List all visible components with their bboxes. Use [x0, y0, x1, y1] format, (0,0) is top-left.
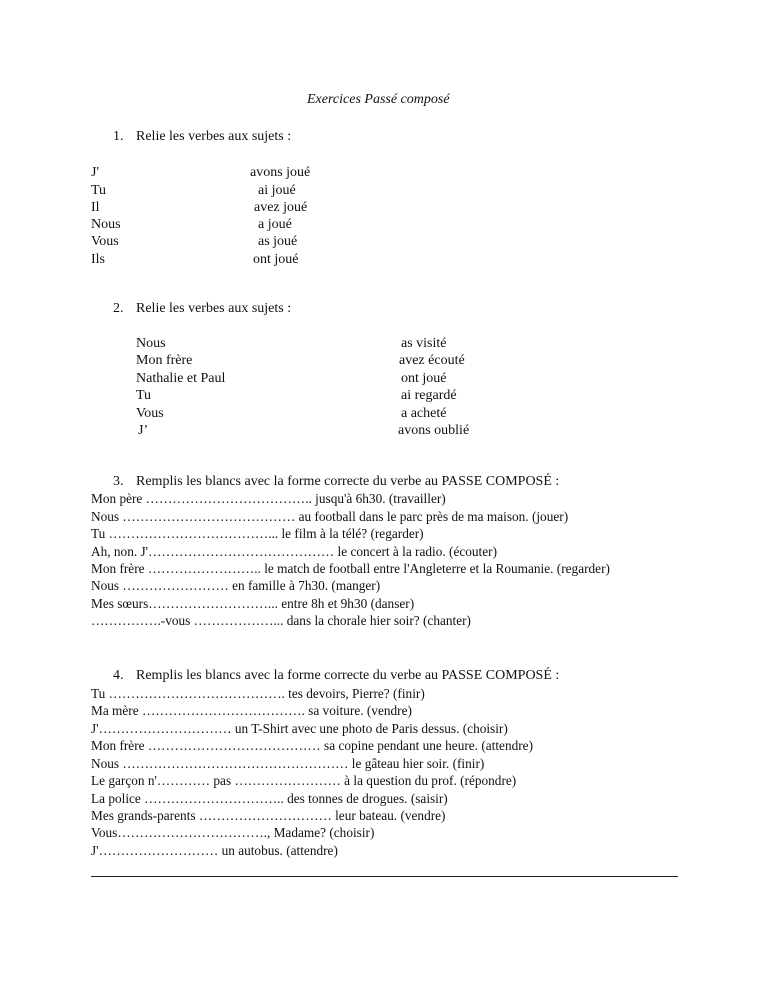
fill-in-line: Mon frère ………………………………… sa copine pendant une heure. (attendre) — [91, 738, 533, 753]
ex2-subject: Vous — [136, 406, 164, 421]
fill-in-line: Mon père ……………………………….. jusqu'à 6h30. (travailler) — [91, 491, 446, 506]
ex2-subject: J’ — [138, 423, 149, 438]
fill-in-line: Tu …………………………………. tes devoirs, Pierre? (finir) — [91, 686, 425, 701]
fill-in-line: Nous …………………… en famille à 7h30. (manger) — [91, 578, 381, 593]
fill-in-line: J'……………………… un autobus. (attendre) — [91, 843, 338, 858]
exercise-2-heading: Relie les verbes aux sujets : — [136, 301, 292, 316]
exercise-1-heading: Relie les verbes aux sujets : — [136, 129, 292, 144]
ex2-verb: ont joué — [401, 371, 447, 386]
ex1-subject: Vous — [91, 234, 119, 249]
exercise-1-number: 1. — [113, 129, 124, 144]
fill-in-line: Mes sœurs………………………... entre 8h et 9h30 (danser) — [91, 596, 415, 611]
fill-in-line: Le garçon n'………… pas …………………… à la question du prof. (répondre) — [91, 773, 517, 788]
ex2-subject: Mon frère — [136, 353, 193, 368]
fill-in-line: Nous …………………………………………… le gâteau hier soir. (finir) — [91, 756, 485, 771]
exercise-3-number: 3. — [113, 474, 124, 489]
fill-in-line: Tu ………………………………... le film à la télé? (regarder) — [91, 526, 424, 541]
fill-in-line: …………….-vous ………………... dans la chorale hier soir? (chanter) — [91, 613, 471, 628]
ex1-verb: avez joué — [254, 200, 308, 215]
fill-in-line: La police ………………………….. des tonnes de drogues. (saisir) — [91, 791, 448, 806]
ex1-subject: Il — [91, 200, 100, 215]
ex2-subject: Nathalie et Paul — [136, 371, 226, 386]
ex1-subject: Tu — [91, 183, 107, 198]
exercise-3-heading: Remplis les blancs avec la forme correcte du verbe au PASSE COMPOSÉ : — [136, 474, 560, 489]
ex1-subject: Ils — [91, 252, 105, 267]
exercise-4-number: 4. — [113, 668, 124, 683]
ex2-subject: Tu — [136, 388, 152, 403]
ex1-verb: a joué — [258, 217, 292, 232]
page-title: Exercices Passé composé — [307, 92, 450, 107]
fill-in-line: Nous ………………………………… au football dans le parc près de ma maison. (jouer) — [91, 509, 569, 524]
exercise-2-number: 2. — [113, 301, 124, 316]
fill-in-line: Mon frère …………………….. le match de football entre l'Angleterre et la Roumanie. (regarder) — [91, 561, 610, 576]
ex1-verb: avons joué — [250, 165, 311, 180]
fill-in-line: Mes grands-parents ………………………… leur bateau. (vendre) — [91, 808, 446, 823]
ex2-subject: Nous — [136, 336, 166, 351]
ex1-verb: ai joué — [258, 183, 296, 198]
fill-in-line: Vous……………………………., Madame? (choisir) — [91, 825, 375, 840]
ex1-verb: ont joué — [253, 252, 299, 267]
ex2-verb: avez écouté — [399, 353, 465, 368]
fill-in-line: Ma mère ………………………………. sa voiture. (vendre) — [91, 703, 412, 718]
ex1-subject: J' — [91, 165, 99, 180]
ex2-verb: ai regardé — [401, 388, 457, 403]
ex2-verb: avons oublié — [398, 423, 470, 438]
exercise-4-heading: Remplis les blancs avec la forme correcte du verbe au PASSE COMPOSÉ : — [136, 668, 560, 683]
ex1-verb: as joué — [258, 234, 298, 249]
ex2-verb: as visité — [401, 336, 447, 351]
ex1-subject: Nous — [91, 217, 121, 232]
bottom-divider — [91, 876, 678, 877]
fill-in-line: Ah, non. J'…………………………………… le concert à la radio. (écouter) — [91, 544, 498, 559]
ex2-verb: a acheté — [401, 406, 447, 421]
fill-in-line: J'………………………… un T-Shirt avec une photo de Paris dessus. (choisir) — [91, 721, 508, 736]
